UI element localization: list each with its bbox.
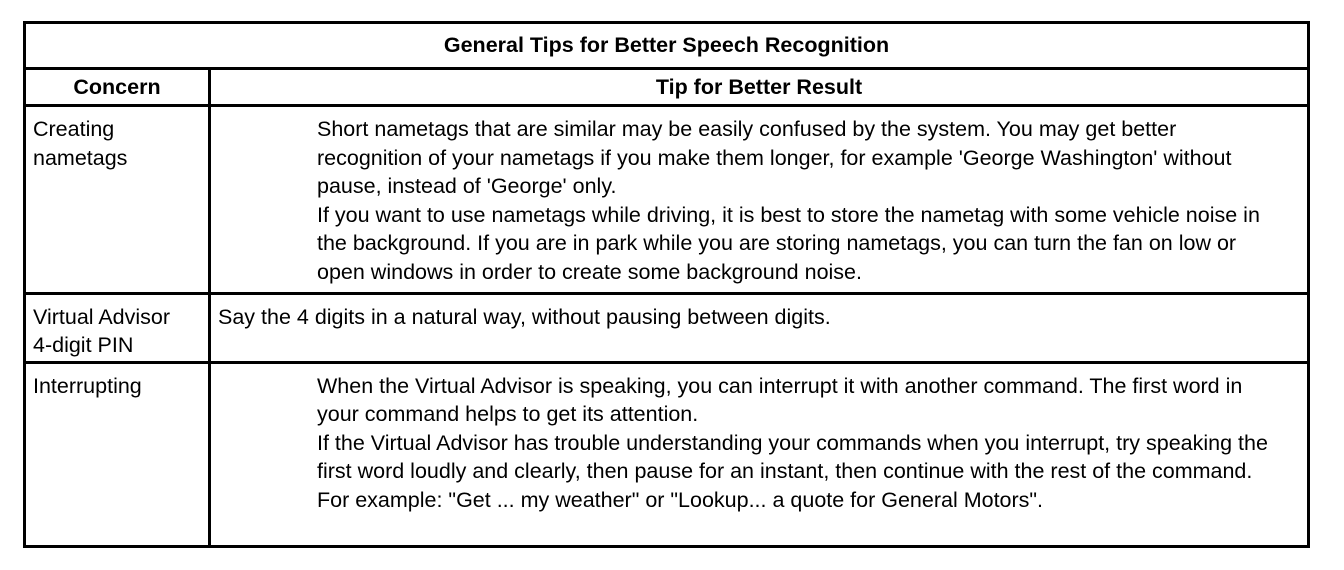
concern-cell: Virtual Advisor 4-digit PIN [25, 293, 210, 362]
tip-paragraph: Say the 4 digits in a natural way, without pausing between digits. [218, 304, 831, 329]
table-row [25, 106, 1309, 293]
speech-tips-table [23, 21, 1310, 548]
tip-cell [210, 362, 1309, 546]
table-row [25, 362, 1309, 546]
table-title: General Tips for Better Speech Recognition [25, 23, 1309, 69]
column-header-tip: Tip for Better Result [210, 68, 1309, 106]
concern-cell: Interrupting [25, 362, 210, 546]
concern-cell: Creating nametags [25, 106, 210, 293]
title-row [25, 23, 1309, 69]
tip-cell [210, 106, 1309, 293]
header-row [25, 68, 1309, 106]
tip-paragraph: Short nametags that are similar may be easily confused by the system. You may get better recognition of your nametags if you make them longer, for example 'George Washington' without pause, instead of 'George' only. [317, 117, 1232, 199]
tip-paragraph: When the Virtual Advisor is speaking, you can interrupt it with another command. The first word in your command helps to get its attention. [317, 373, 1243, 427]
column-header-concern: Concern [25, 68, 210, 106]
tip-paragraph: If you want to use nametags while driving, it is best to store the nametag with some vehicle noise in the background. If you are in park while you are storing nametags, you can turn the fan on low or open windows in order to create some background noise. [317, 202, 1260, 284]
tip-cell [210, 293, 1309, 362]
tip-paragraph: If the Virtual Advisor has trouble understanding your commands when you interrupt, try speaking the first word loudly and clearly, then pause for an instant, then continue with the rest of the command. For example: "Get ... my weather" or "Lookup... a quote for General Motors". [317, 430, 1268, 512]
table-row [25, 293, 1309, 362]
